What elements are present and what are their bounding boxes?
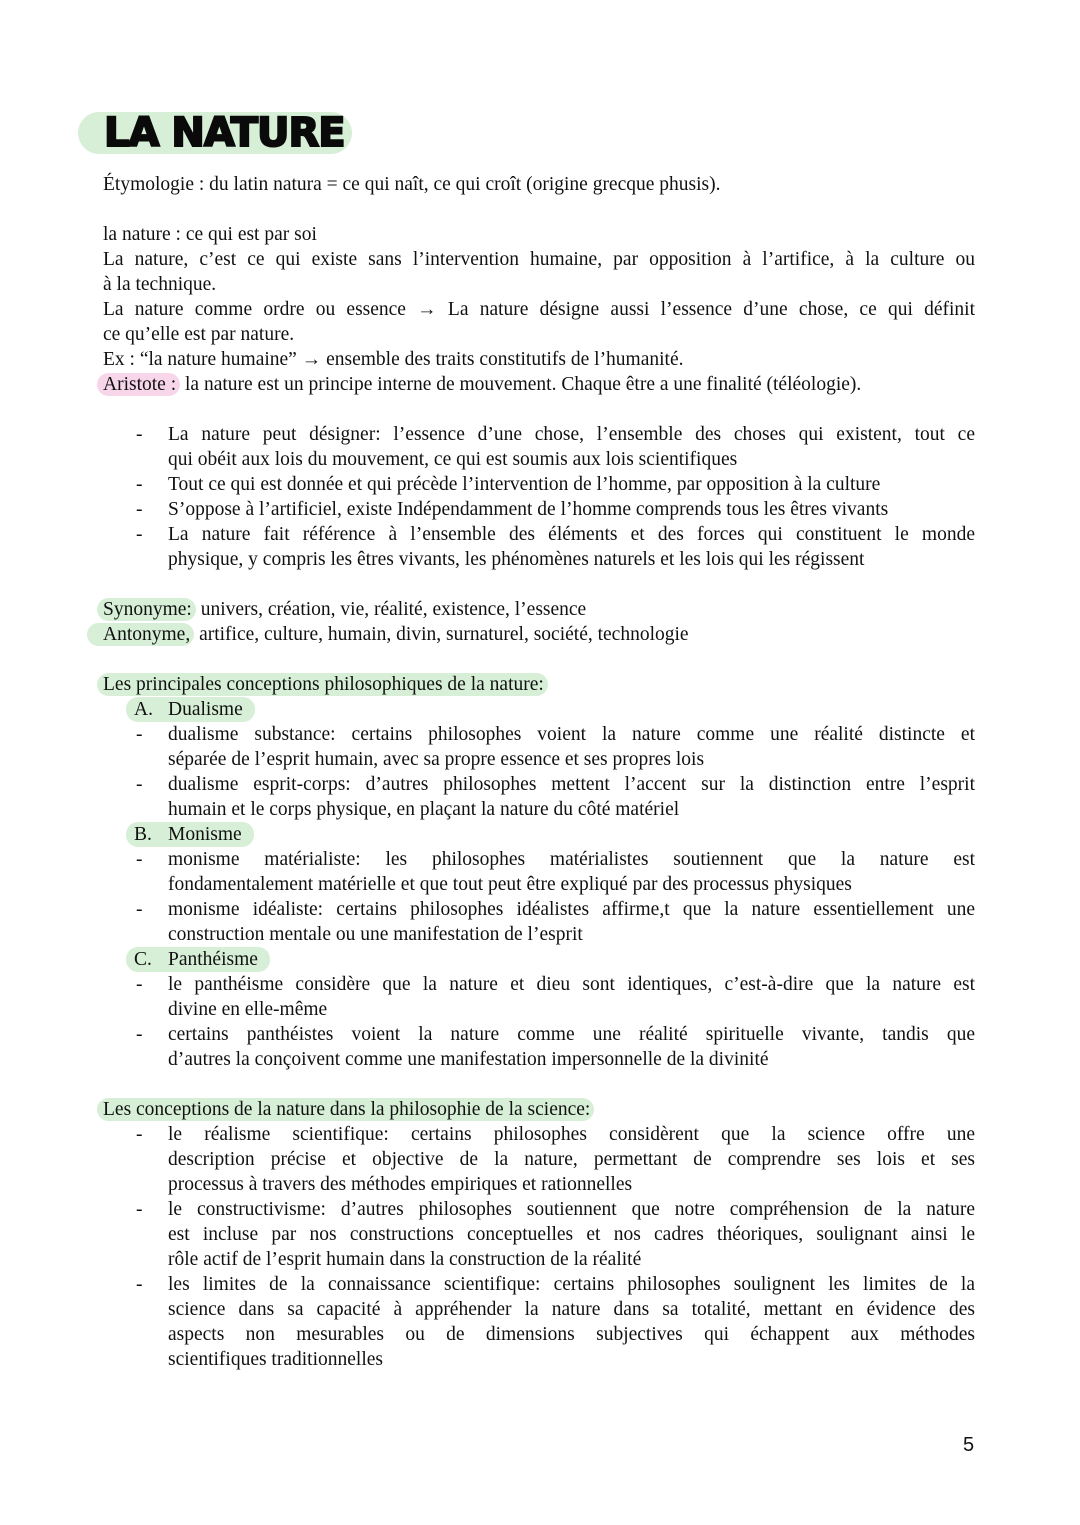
bullet-text: certains panthéistes voient la nature comme une réalité spirituelle vivante, tandis que (168, 1024, 975, 1045)
aristote-line (103, 372, 861, 397)
bullet-text: qui obéit aux lois du mouvement, ce qui est soumis aux lois scientifiques (168, 449, 738, 470)
aristote-label: Aristote : (97, 373, 180, 396)
bullet-text: monisme matérialiste: les philosophes matérialistes soutiennent que la nature est (168, 849, 975, 870)
bullet-text: séparée de l’esprit humain, avec sa propre essence et ses propres lois (168, 749, 705, 770)
subheading-letter: B. (134, 824, 152, 845)
bullet-text: processus à travers des méthodes empiriques et rationnelles (168, 1174, 633, 1195)
bullet-dash: - (136, 1124, 143, 1145)
antonyme-label: Antonyme, (87, 623, 194, 646)
definition-line: La nature, c’est ce qui existe sans l’intervention humaine, par opposition à l’artifice, à la culture ou (103, 249, 975, 270)
etymology: Étymologie : du latin natura = ce qui naît, ce qui croît (origine grecque phusis). (103, 174, 721, 195)
bullet-text: aspects non mesurables ou de dimensions subjectives qui échappent aux méthodes (168, 1324, 975, 1345)
bullet-text: divine en elle-même (168, 999, 328, 1020)
bullet-text: monisme idéaliste: certains philosophes idéalistes affirme,t que la nature essentiellement une (168, 899, 975, 920)
bullet-text: le constructivisme: d’autres philosophes soutiennent que notre compréhension de la nature (168, 1199, 975, 1220)
definition-line: La nature comme ordre ou essence → La nature désigne aussi l’essence d’une chose, ce qui définit (103, 299, 975, 320)
bullet-dash: - (136, 774, 143, 795)
bullet-text: les limites de la connaissance scientifique: certains philosophes soulignent les limites de la (168, 1274, 975, 1295)
synonyme-label: Synonyme: (97, 598, 196, 621)
bullet-text: science dans sa capacité à appréhender la nature dans sa totalité, mettant en évidence des (168, 1299, 975, 1320)
bullet-text: dualisme substance: certains philosophes voient la nature comme une réalité distincte et (168, 724, 975, 745)
bullet-text: est incluse par nos constructions conceptuelles et nos cadres théoriques, soulignant ainsi le (168, 1224, 975, 1245)
bullet-text: La nature peut désigner: l’essence d’une chose, l’ensemble des choses qui existent, tout ce (168, 424, 975, 445)
subheading-dualisme (126, 697, 255, 722)
subheading-letter: A. (134, 699, 153, 720)
subheading-monisme (126, 822, 254, 847)
subheading-label: Panthéisme (168, 949, 258, 970)
example-line: Ex : “la nature humaine” → ensemble des traits constitutifs de l’humanité. (103, 349, 684, 370)
bullet-dash: - (136, 424, 143, 445)
page-number: 5 (963, 1434, 975, 1456)
bullet-text: d’autres la conçoivent comme une manifestation impersonnelle de la divinité (168, 1049, 769, 1070)
bullet-text: le réalisme scientifique: certains philosophes considèrent que la science offre une (168, 1124, 975, 1145)
bullet-dash: - (136, 899, 143, 920)
bullet-dash: - (136, 1274, 143, 1295)
bullet-text: fondamentalement matérielle et que tout peut être expliqué par des processus physiques (168, 874, 852, 895)
subheading-label: Dualisme (168, 699, 243, 720)
subheading-letter: C. (134, 949, 152, 970)
aristote-text: la nature est un principe interne de mouvement. Chaque être a une finalité (téléologie). (180, 374, 862, 395)
bullet-dash: - (136, 1199, 143, 1220)
section-heading-text: Les principales conceptions philosophiques de la nature: (97, 673, 548, 696)
section-heading-text: Les conceptions de la nature dans la philosophie de la science: (97, 1098, 594, 1121)
bullet-dash: - (136, 474, 143, 495)
bullet-text: physique, y compris les êtres vivants, les phénomènes naturels et les lois qui les régissent (168, 549, 865, 570)
subheading-label: Monisme (168, 824, 242, 845)
bullet-text: scientifiques traditionnelles (168, 1349, 383, 1370)
definition-line: la nature : ce qui est par soi (103, 224, 317, 245)
synonyme-text: univers, création, vie, réalité, existence, l’essence (195, 599, 587, 620)
bullet-dash: - (136, 524, 143, 545)
bullet-dash: - (136, 849, 143, 870)
bullet-text: La nature fait référence à l’ensemble des éléments et des forces qui constituent le monde (168, 524, 975, 545)
bullet-text: construction mentale ou une manifestation de l’esprit (168, 924, 583, 945)
definition-line: à la technique. (103, 274, 217, 295)
bullet-text: S’oppose à l’artificiel, existe Indépendamment de l’homme comprends tous les êtres vivants (168, 499, 889, 520)
section-heading (103, 672, 548, 697)
page-title: LA NATURE (104, 110, 345, 156)
antonyme-line (103, 622, 689, 647)
antonyme-text: artifice, culture, humain, divin, surnaturel, société, technologie (194, 624, 689, 645)
bullet-text: description précise et objective de la nature, permettant de comprendre ses lois et ses (168, 1149, 975, 1170)
bullet-dash: - (136, 499, 143, 520)
bullet-dash: - (136, 1024, 143, 1045)
section-heading (103, 1097, 594, 1122)
bullet-dash: - (136, 724, 143, 745)
subheading-pantheisme (126, 947, 270, 972)
bullet-text: dualisme esprit-corps: d’autres philosophes mettent l’accent sur la distinction entre l’esprit (168, 774, 975, 795)
bullet-text: humain et le corps physique, en plaçant la nature du côté matériel (168, 799, 680, 820)
definition-line: ce qu’elle est par nature. (103, 324, 295, 345)
bullet-dash: - (136, 974, 143, 995)
bullet-text: le panthéisme considère que la nature et dieu sont identiques, c’est-à-dire que la nature est (168, 974, 975, 995)
synonyme-line (103, 597, 586, 622)
bullet-text: rôle actif de l’esprit humain dans la construction de la réalité (168, 1249, 642, 1270)
bullet-text: Tout ce qui est donnée et qui précède l’intervention de l’homme, par opposition à la culture (168, 474, 881, 495)
